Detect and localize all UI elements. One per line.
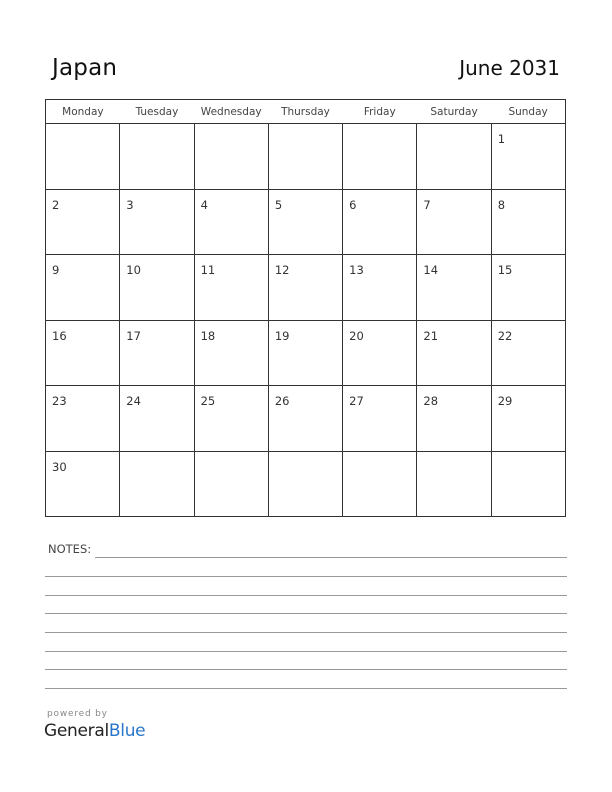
day-number: 24 bbox=[126, 394, 141, 408]
day-number bbox=[195, 452, 268, 460]
day-cell bbox=[46, 451, 120, 517]
weekday-wednesday: Wednesday bbox=[194, 100, 268, 124]
day-cell bbox=[491, 320, 565, 386]
day-cell bbox=[417, 189, 491, 255]
day-number bbox=[343, 452, 416, 460]
day-number: 26 bbox=[274, 394, 290, 408]
day-number bbox=[120, 124, 193, 132]
day-number: 19 bbox=[274, 328, 290, 343]
week-row bbox=[46, 124, 566, 190]
day-number bbox=[120, 452, 193, 460]
day-cell bbox=[343, 124, 417, 190]
note-line bbox=[45, 669, 567, 670]
day-number bbox=[492, 452, 565, 460]
day-cell bbox=[194, 320, 268, 386]
day-number: 23 bbox=[52, 394, 67, 408]
day-cell bbox=[417, 255, 491, 321]
week-row bbox=[46, 255, 566, 321]
day-number: 10 bbox=[126, 263, 141, 277]
day-cell bbox=[194, 124, 268, 190]
day-cell bbox=[268, 124, 342, 190]
day-number: 1 bbox=[497, 132, 506, 146]
day-cell bbox=[343, 189, 417, 255]
day-cell bbox=[491, 255, 565, 321]
day-number: 22 bbox=[497, 328, 513, 343]
day-number bbox=[269, 452, 342, 460]
brand-general: General bbox=[44, 721, 109, 741]
day-number: 4 bbox=[200, 197, 208, 212]
weekday-friday: Friday bbox=[343, 100, 417, 124]
generalblue-logo[interactable] bbox=[44, 721, 145, 741]
week-row bbox=[46, 320, 566, 386]
day-cell bbox=[491, 451, 565, 517]
weekday-tuesday: Tuesday bbox=[120, 100, 194, 124]
day-cell bbox=[343, 255, 417, 321]
week-row bbox=[46, 386, 566, 452]
day-number bbox=[46, 124, 119, 132]
day-number: 6 bbox=[349, 197, 357, 212]
day-number: 7 bbox=[423, 197, 431, 212]
calendar-grid bbox=[45, 99, 566, 517]
day-cell bbox=[268, 386, 342, 452]
day-number: 5 bbox=[274, 197, 283, 212]
day-number: 9 bbox=[52, 263, 60, 277]
day-number: 17 bbox=[126, 328, 141, 343]
weekday-header-row bbox=[46, 100, 566, 124]
day-number: 30 bbox=[52, 459, 67, 474]
day-cell bbox=[194, 386, 268, 452]
day-cell bbox=[343, 451, 417, 517]
day-number: 14 bbox=[423, 263, 439, 277]
day-cell bbox=[46, 320, 120, 386]
day-number: 16 bbox=[52, 328, 67, 343]
day-number: 12 bbox=[274, 263, 290, 277]
day-cell bbox=[268, 189, 342, 255]
note-line bbox=[45, 651, 567, 652]
day-cell bbox=[343, 320, 417, 386]
day-cell bbox=[46, 189, 120, 255]
day-number: 27 bbox=[349, 394, 364, 408]
day-number: 28 bbox=[423, 394, 439, 408]
day-cell bbox=[417, 386, 491, 452]
day-number bbox=[417, 452, 490, 460]
day-number bbox=[195, 124, 268, 132]
day-number: 18 bbox=[200, 328, 216, 343]
day-cell bbox=[268, 451, 342, 517]
day-cell bbox=[120, 386, 194, 452]
day-cell bbox=[491, 386, 565, 452]
day-number bbox=[269, 124, 342, 132]
day-cell bbox=[268, 255, 342, 321]
month-year-title: June 2031 bbox=[459, 56, 560, 80]
note-line bbox=[95, 557, 567, 558]
day-cell bbox=[491, 124, 565, 190]
day-cell bbox=[120, 189, 194, 255]
powered-by-text: powered by bbox=[47, 709, 108, 719]
weekday-monday: Monday bbox=[46, 100, 120, 124]
day-number: 11 bbox=[200, 263, 216, 277]
note-line bbox=[45, 576, 567, 577]
day-number: 13 bbox=[349, 263, 364, 277]
day-cell bbox=[120, 124, 194, 190]
day-cell bbox=[120, 320, 194, 386]
day-cell bbox=[46, 124, 120, 190]
day-number: 29 bbox=[497, 394, 513, 408]
notes-label: NOTES: bbox=[48, 542, 92, 556]
day-cell bbox=[194, 451, 268, 517]
weekday-sunday: Sunday bbox=[491, 100, 565, 124]
day-cell bbox=[46, 386, 120, 452]
day-cell bbox=[120, 255, 194, 321]
note-line bbox=[45, 632, 567, 633]
day-cell bbox=[343, 386, 417, 452]
day-number: 8 bbox=[497, 197, 506, 212]
day-cell bbox=[268, 320, 342, 386]
day-cell bbox=[120, 451, 194, 517]
note-line bbox=[45, 688, 567, 689]
day-number: 25 bbox=[200, 394, 216, 408]
day-number: 2 bbox=[52, 197, 60, 212]
country-title: Japan bbox=[52, 55, 118, 81]
note-line bbox=[45, 613, 567, 614]
day-number bbox=[343, 124, 416, 132]
weekday-thursday: Thursday bbox=[268, 100, 342, 124]
weekday-saturday: Saturday bbox=[417, 100, 491, 124]
day-number: 20 bbox=[349, 328, 364, 343]
day-number: 3 bbox=[126, 197, 134, 212]
day-cell bbox=[491, 189, 565, 255]
day-cell bbox=[417, 320, 491, 386]
week-row bbox=[46, 451, 566, 517]
day-cell bbox=[417, 451, 491, 517]
note-line bbox=[45, 595, 567, 596]
day-cell bbox=[194, 255, 268, 321]
day-number bbox=[417, 124, 490, 132]
brand-blue: Blue bbox=[108, 721, 146, 741]
week-row bbox=[46, 189, 566, 255]
day-cell bbox=[417, 124, 491, 190]
day-number: 15 bbox=[497, 263, 513, 277]
day-number: 21 bbox=[423, 328, 439, 343]
day-cell bbox=[46, 255, 120, 321]
day-cell bbox=[194, 189, 268, 255]
